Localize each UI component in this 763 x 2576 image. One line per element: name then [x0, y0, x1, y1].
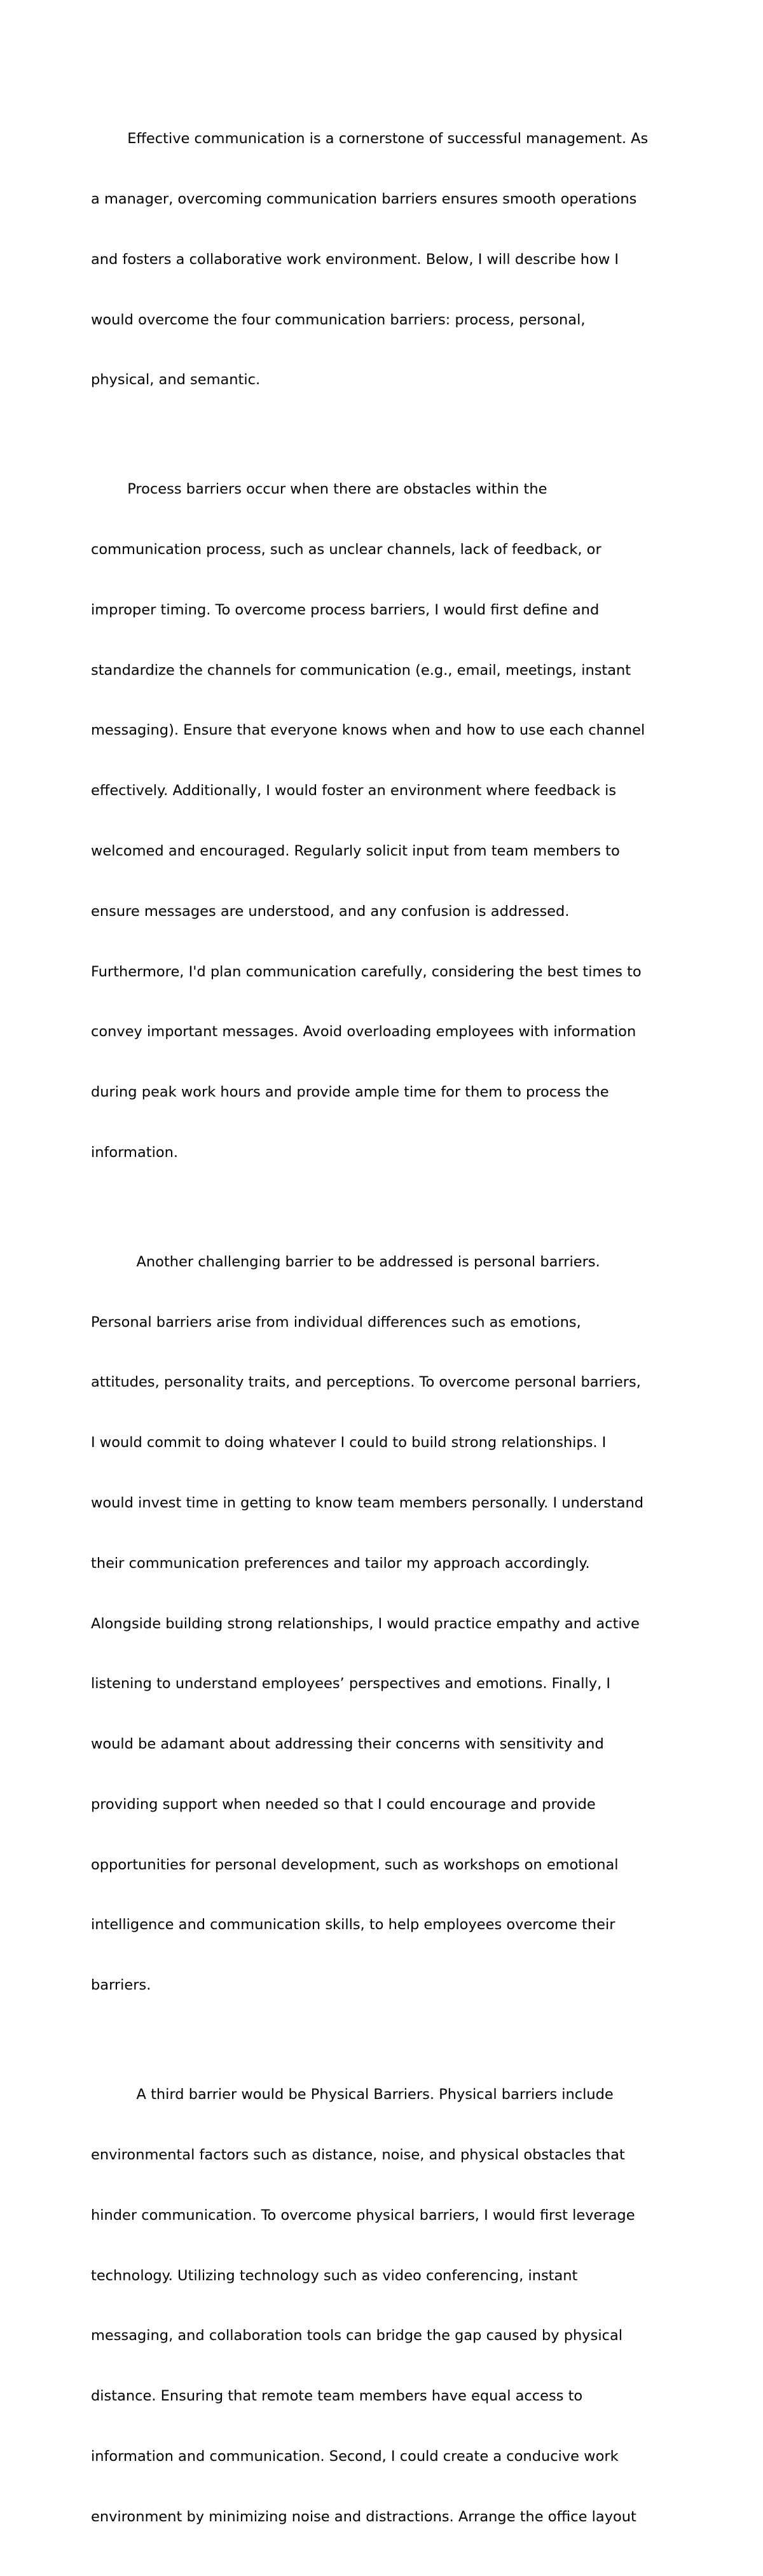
text-line: welcomed and encouraged. Regularly solicit input from team members to [91, 842, 620, 859]
text-line: during peak work hours and provide ample time for them to process the [91, 1084, 609, 1101]
text-line: intelligence and communication skills, to help employees overcome their [91, 1916, 615, 1934]
document-body [91, 89, 679, 2576]
text-line: ensure messages are understood, and any confusion is addressed. [91, 903, 570, 920]
text-line: physical, and semantic. [91, 371, 261, 389]
text-line: Process barriers occur when there are obstacles within the [91, 481, 547, 498]
text-line: would invest time in getting to know team members personally. I understand [91, 1494, 644, 1511]
paragraph-personal-barriers [91, 1212, 679, 2036]
text-line: listening to understand employees’ perspectives and emotions. Finally, I [91, 1675, 611, 1693]
paragraph-intro [91, 89, 679, 431]
text-line: Another challenging barrier to be addressed is personal barriers. [91, 1253, 600, 1270]
text-line: communication process, such as unclear channels, lack of feedback, or [91, 541, 601, 558]
text-line: a manager, overcoming communication barriers ensures smooth operations [91, 190, 637, 207]
text-line: standardize the channels for communication (e.g., email, meetings, instant [91, 661, 631, 679]
text-line: would overcome the four communication barriers: process, personal, [91, 311, 586, 328]
text-line: opportunities for personal development, such as workshops on emotional [91, 1856, 619, 1873]
text-line: barriers. [91, 1977, 151, 1994]
paragraph-physical-barriers [91, 2045, 679, 2567]
text-line: messaging). Ensure that everyone knows when and how to use each channel [91, 722, 645, 739]
paragraph-process-barriers [91, 440, 679, 1203]
text-line: Effective communication is a cornerstone of successful management. As [91, 130, 649, 148]
text-line: hinder communication. To overcome physical barriers, I would first leverage [91, 2206, 635, 2224]
text-line: Personal barriers arise from individual differences such as emotions, [91, 1313, 581, 1331]
text-line: Alongside building strong relationships, I would practice empathy and active [91, 1615, 640, 1632]
text-line: messaging, and collaboration tools can bridge the gap caused by physical [91, 2327, 623, 2344]
text-line: and fosters a collaborative work environment. Below, I will describe how I [91, 251, 619, 268]
text-line: environmental factors such as distance, noise, and physical obstacles that [91, 2146, 625, 2163]
text-line: A third barrier would be Physical Barriers. Physical barriers include [91, 2086, 614, 2103]
text-line: technology. Utilizing technology such as video conferencing, instant [91, 2267, 578, 2284]
text-line: environment by minimizing noise and distractions. Arrange the office layout [91, 2508, 636, 2525]
text-line: their communication preferences and tailor my approach accordingly. [91, 1555, 590, 1572]
text-line: effectively. Additionally, I would foster an environment where feedback is [91, 782, 617, 800]
text-line: information. [91, 1144, 179, 1161]
text-line: convey important messages. Avoid overloading employees with information [91, 1023, 636, 1041]
text-line: information and communication. Second, I could create a conducive work [91, 2448, 619, 2465]
text-line: would be adamant about addressing their concerns with sensitivity and [91, 1736, 604, 1753]
text-line: improper timing. To overcome process barriers, I would first define and [91, 601, 600, 618]
text-line: providing support when needed so that I could encourage and provide [91, 1796, 596, 1813]
text-line: attitudes, personality traits, and perceptions. To overcome personal barriers, [91, 1374, 641, 1391]
text-line: I would commit to doing whatever I could to build strong relationships. I [91, 1434, 607, 1451]
text-line: distance. Ensuring that remote team members have equal access to [91, 2388, 583, 2405]
text-line: Furthermore, I'd plan communication carefully, considering the best times to [91, 963, 642, 980]
